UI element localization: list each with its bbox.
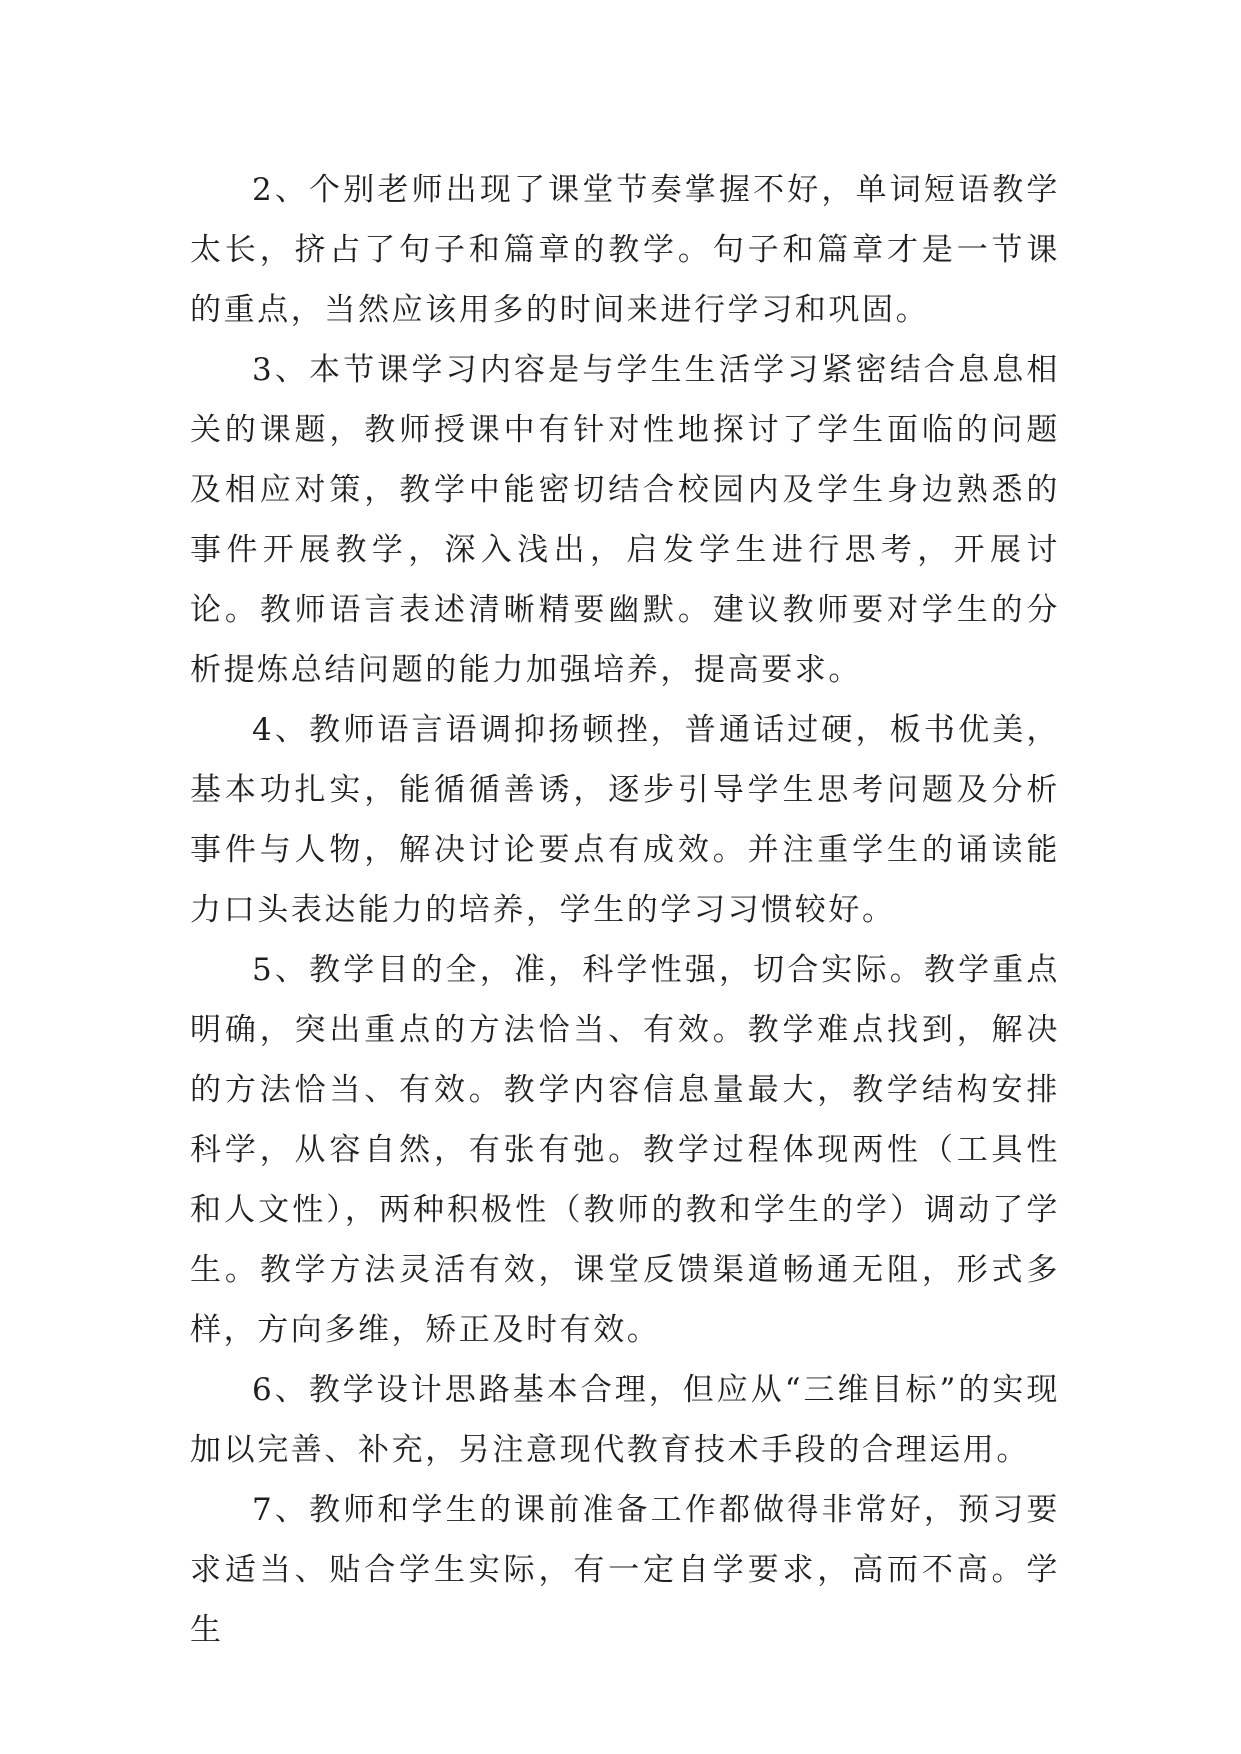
paragraph-5: 5、教学目的全，准，科学性强，切合实际。教学重点明确，突出重点的方法恰当、有效。教学难点找到，解决的方法恰当、有效。教学内容信息量最大，教学结构安排科学，从容自然，有张有弛。教学过程体现两性（工具性和人文性），两种积极性（教师的教和学生的学）调动了学生。教学方法灵活有效，课堂反馈渠道畅通无阻，形式多样，方向多维，矫正及时有效。 xyxy=(190,952,1060,1348)
paragraph-2: 2、个别老师出现了课堂节奏掌握不好，单词短语教学太长，挤占了句子和篇章的教学。句子和篇章才是一节课的重点，当然应该用多的时间来进行学习和巩固。 xyxy=(190,172,1060,328)
document-body xyxy=(190,160,1060,1660)
paragraph-4: 4、教师语言语调抑扬顿挫，普通话过硬，板书优美，基本功扎实，能循循善诱，逐步引导学生思考问题及分析事件与人物，解决讨论要点有成效。并注重学生的诵读能力口头表达能力的培养，学生的学习习惯较好。 xyxy=(190,712,1060,928)
paragraph-6: 6、教学设计思路基本合理，但应从“三维目标”的实现加以完善、补充，另注意现代教育技术手段的合理运用。 xyxy=(190,1372,1060,1468)
paragraph-3: 3、本节课学习内容是与学生生活学习紧密结合息息相关的课题，教师授课中有针对性地探讨了学生面临的问题及相应对策，教学中能密切结合校园内及学生身边熟悉的事件开展教学，深入浅出，启发学生进行思考，开展讨论。教师语言表述清晰精要幽默。建议教师要对学生的分析提炼总结问题的能力加强培养，提高要求。 xyxy=(190,352,1060,688)
paragraph-7: 7、教师和学生的课前准备工作都做得非常好，预习要求适当、贴合学生实际，有一定自学要求，高而不高。学生 xyxy=(190,1492,1060,1648)
